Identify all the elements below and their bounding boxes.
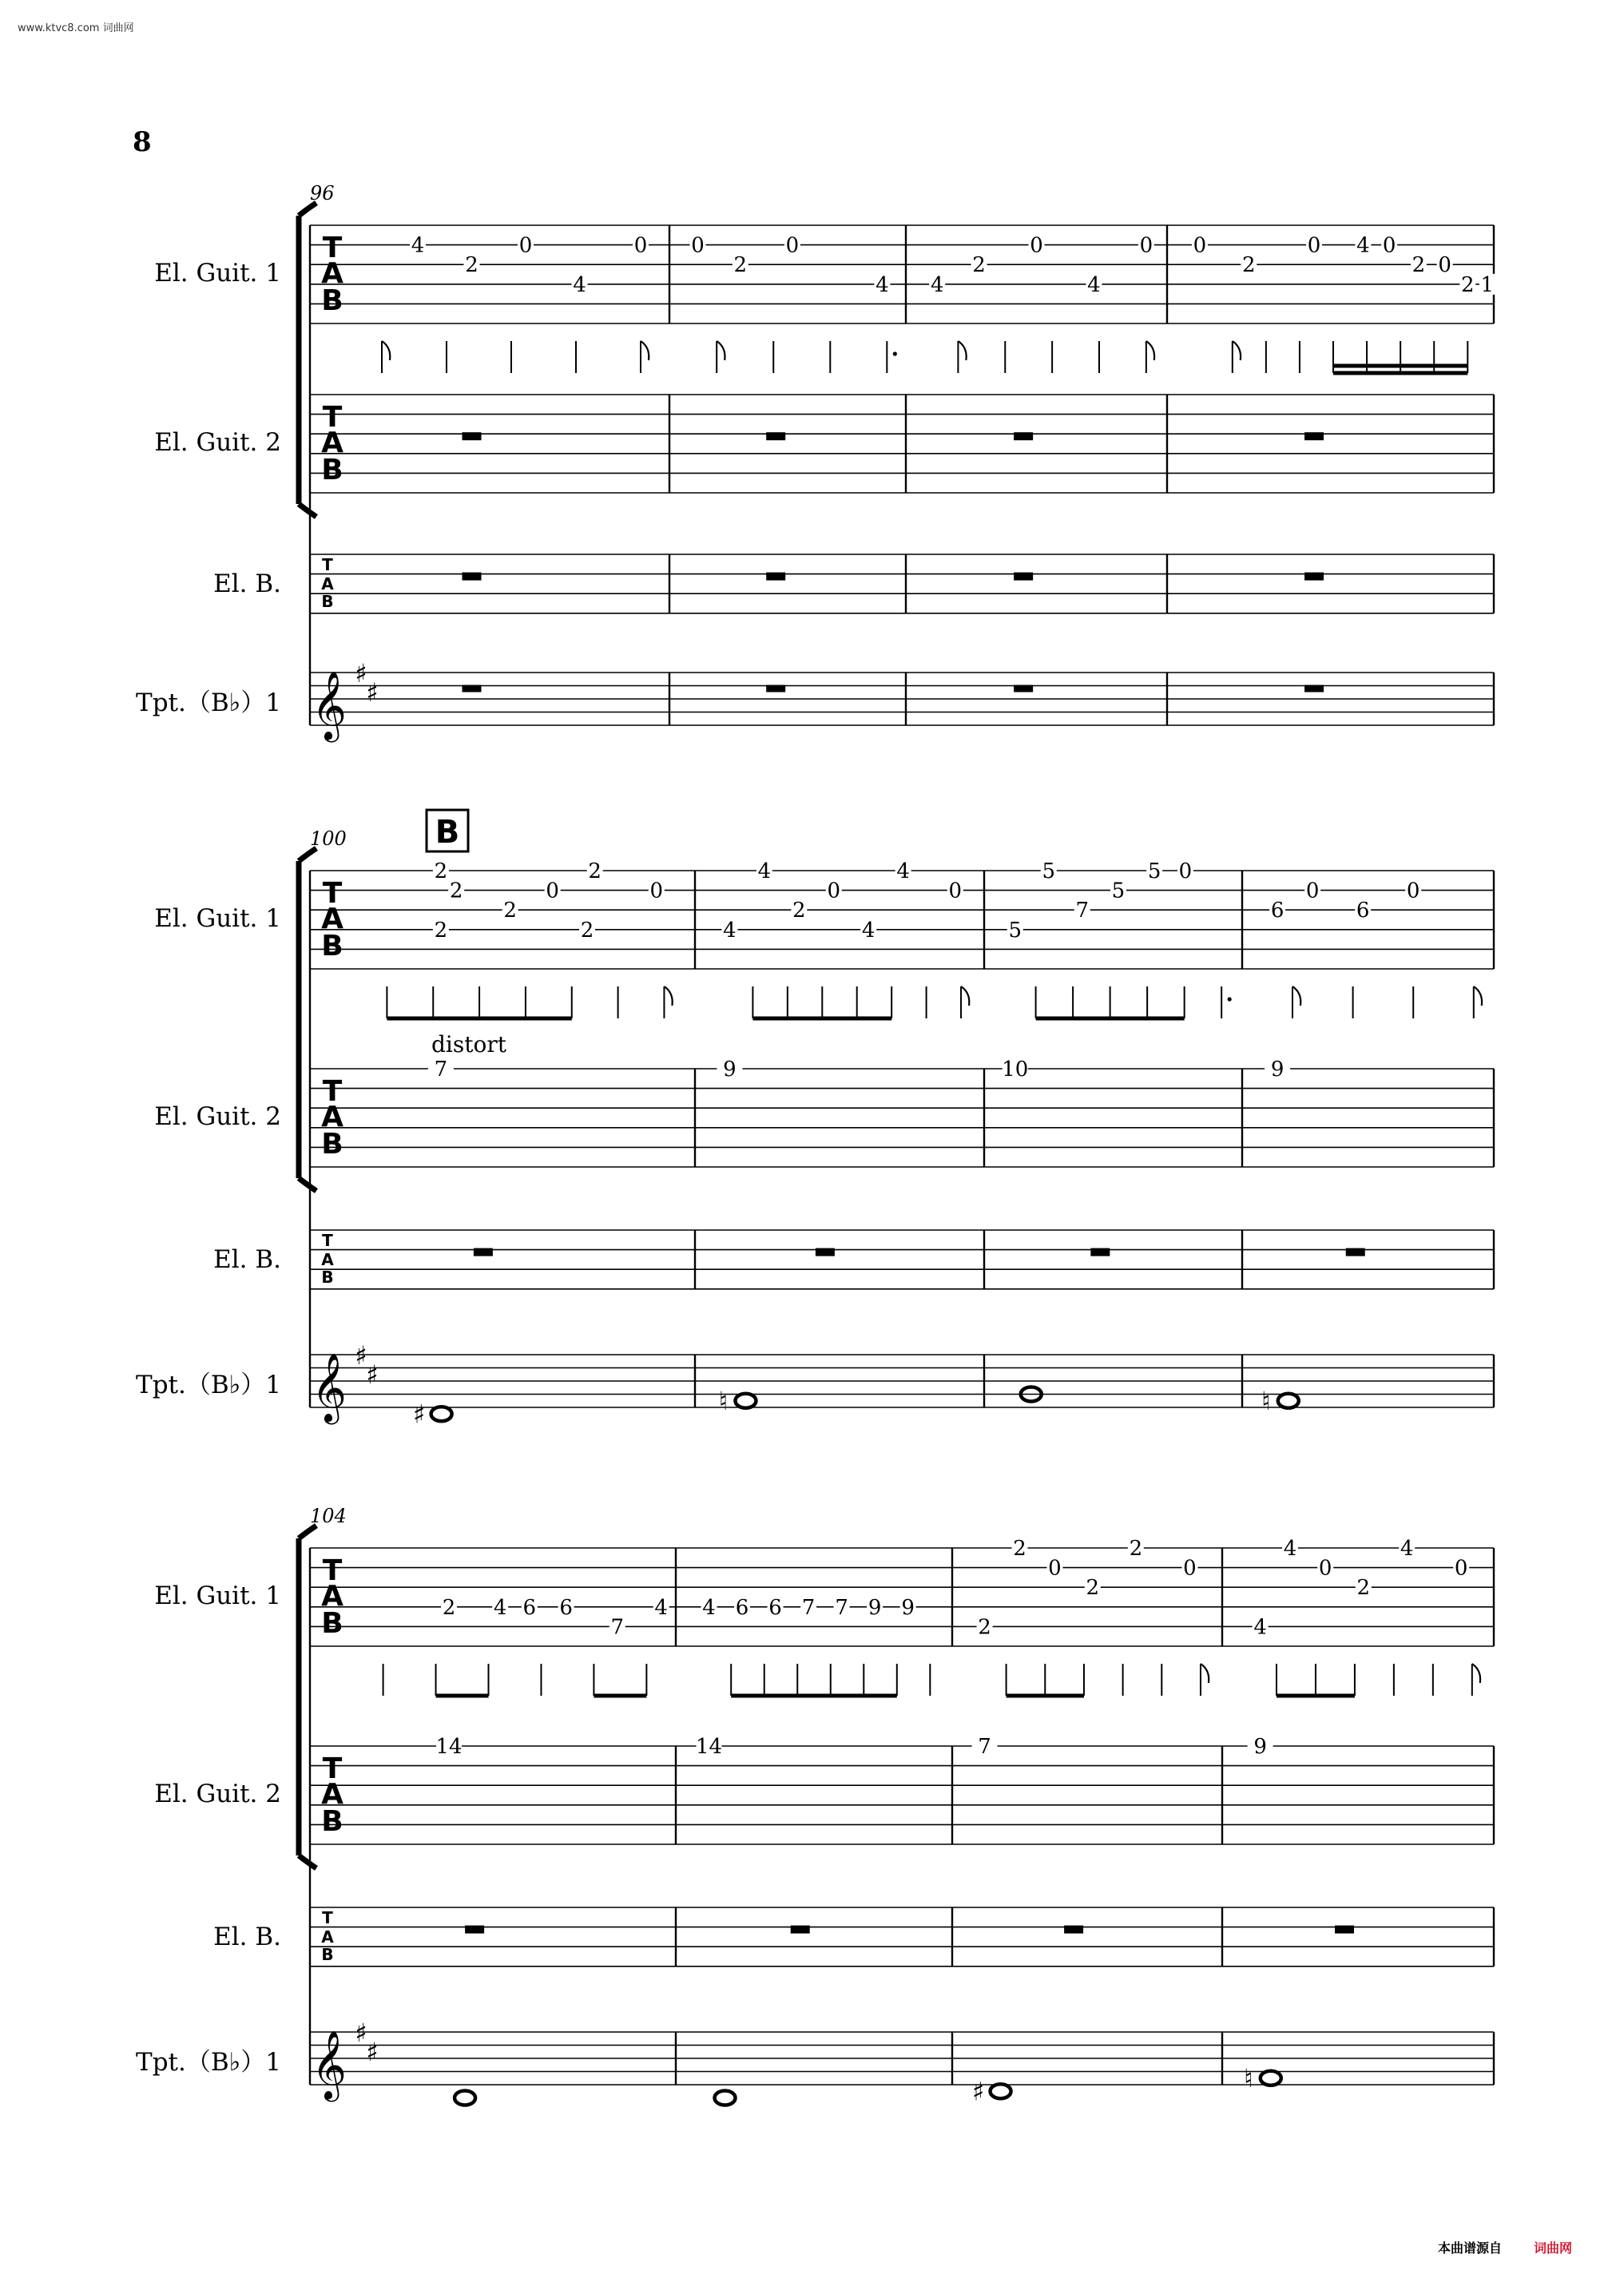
- guitar1-fret-number: 2: [580, 918, 594, 943]
- accidental: ♮: [1244, 2062, 1253, 2093]
- guitar1-fret-number: 0: [518, 233, 533, 258]
- page-number: 8: [133, 126, 152, 158]
- whole-rest: [463, 432, 482, 440]
- guitar1-fret-number: 2: [1129, 1537, 1143, 1561]
- bass-tab-label-t: T: [322, 555, 333, 574]
- guitar1-fret-number: 2: [1412, 253, 1426, 278]
- whole-rest: [1014, 432, 1033, 440]
- guitar-bracket: [299, 1526, 316, 1868]
- bass-tab-label-a: A: [321, 1250, 334, 1269]
- guitar1-fret-number: 4: [1400, 1537, 1414, 1561]
- eighth-flag: [717, 341, 725, 360]
- guitar1-fret-number: 4: [573, 272, 586, 297]
- guitar2-fret-number: 9: [1270, 1058, 1285, 1081]
- guitar1-fret-number: 0: [1305, 879, 1320, 903]
- whole-note: [431, 1407, 452, 1421]
- guitar1-fret-number: 7: [835, 1595, 848, 1620]
- whole-note: [1261, 2071, 1281, 2086]
- guitar1-fret-number: 4: [876, 272, 889, 297]
- tab-label-t: T: [322, 232, 343, 264]
- accidental: ♯: [412, 1399, 426, 1430]
- instrument-name-bass: El. B.: [213, 570, 281, 598]
- bass-tab-label-a: A: [321, 574, 334, 593]
- tab-label-b: B: [321, 284, 343, 317]
- measure-number: 96: [310, 182, 335, 204]
- measure-number: 104: [310, 1505, 347, 1527]
- trumpet-staff: [310, 2032, 1494, 2085]
- whole-rest: [1014, 573, 1033, 581]
- instrument-name-guitar1: El. Guit. 1: [154, 259, 281, 288]
- tab-label-a: A: [321, 903, 343, 935]
- instrument-name-guitar1: El. Guit. 1: [154, 904, 281, 933]
- instrument-name-trumpet: Tpt.（B♭）1: [136, 689, 281, 717]
- guitar1-fret-number: 4: [654, 1595, 668, 1620]
- key-sharp-c: ♯: [366, 1359, 379, 1390]
- whole-note: [715, 2091, 736, 2105]
- guitar1-fret-number: 2: [733, 253, 748, 278]
- guitar1-fret-number: 4: [702, 1595, 716, 1620]
- tab-label-a: A: [321, 257, 343, 290]
- guitar1-fret-number: 7: [610, 1615, 624, 1640]
- guitar2-tab-staff: [310, 1746, 1494, 1844]
- guitar1-fret-number: 0: [1406, 879, 1420, 903]
- guitar1-fret-number: 2: [972, 253, 986, 278]
- guitar1-fret-number: 2: [449, 879, 463, 903]
- guitar1-fret-number: 2: [434, 918, 448, 943]
- guitar1-fret-number: 4: [1253, 1615, 1267, 1640]
- guitar1-fret-number: 2: [1241, 253, 1256, 278]
- guitar1-fret-number: 7: [801, 1595, 816, 1620]
- bass-tab-label-b: B: [321, 1268, 334, 1287]
- tab-label-b: B: [321, 1607, 343, 1640]
- whole-rest: [1304, 573, 1324, 581]
- guitar1-fret-number: 4: [1356, 233, 1370, 258]
- instrument-name-trumpet: Tpt.（B♭）1: [136, 1371, 281, 1399]
- guitar-bracket: [299, 203, 316, 517]
- guitar1-fret-number: 4: [723, 918, 737, 943]
- instrument-name-trumpet: Tpt.（B♭）1: [136, 2048, 281, 2077]
- key-sharp-f: ♯: [355, 658, 367, 689]
- guitar2-fret-number: 14: [695, 1735, 723, 1759]
- whole-note: [735, 1394, 756, 1408]
- tab-label-a: A: [321, 1580, 343, 1613]
- guitar1-fret-number: 2: [1013, 1537, 1026, 1561]
- eighth-flag: [641, 341, 649, 360]
- whole-rest: [1346, 1248, 1365, 1256]
- treble-clef-icon: 𝄞: [312, 2030, 347, 2099]
- tab-label-t: T: [322, 877, 343, 910]
- guitar1-fret-number: 4: [930, 272, 944, 297]
- tab-label-b: B: [321, 930, 343, 962]
- tab-label-t: T: [322, 401, 343, 434]
- bass-tab-staff: [310, 1230, 1494, 1289]
- guitar1-fret-number: 0: [1307, 233, 1321, 258]
- instrument-name-guitar1: El. Guit. 1: [154, 1582, 281, 1610]
- guitar1-fret-number: 1: [1480, 272, 1495, 297]
- bass-tab-staff: [310, 554, 1494, 613]
- eighth-flag: [961, 986, 969, 1006]
- guitar1-fret-number: 5: [1111, 879, 1126, 903]
- guitar1-fret-number: 2: [792, 899, 806, 923]
- guitar1-fret-number: 6: [559, 1595, 573, 1620]
- guitar2-fret-number: 9: [1253, 1735, 1267, 1759]
- guitar1-fret-number: 7: [1075, 899, 1090, 923]
- measure-number: 100: [310, 827, 347, 850]
- whole-rest: [1014, 685, 1033, 693]
- guitar1-fret-number: 4: [861, 918, 876, 943]
- guitar1-fret-number: 4: [1087, 272, 1101, 297]
- eighth-flag: [1233, 341, 1241, 360]
- guitar1-fret-number: 2: [1461, 272, 1475, 297]
- footer-brand: 词曲网: [1534, 2240, 1573, 2256]
- footer-source-text: 本曲谱源自: [1438, 2240, 1503, 2256]
- guitar-bracket: [299, 848, 316, 1191]
- guitar1-fret-number: 0: [1139, 233, 1153, 258]
- guitar1-fret-number: 2: [465, 253, 478, 278]
- tab-label-b: B: [321, 1128, 343, 1161]
- bass-tab-label-t: T: [322, 1231, 333, 1250]
- guitar1-fret-number: 0: [1318, 1556, 1332, 1581]
- key-sharp-f: ♯: [355, 1340, 367, 1371]
- tab-label-b: B: [321, 1805, 343, 1838]
- guitar2-tab-staff: [310, 395, 1494, 493]
- guitar1-fret-number: 4: [411, 233, 425, 258]
- guitar1-fret-number: 4: [896, 859, 910, 883]
- instrument-name-guitar2: El. Guit. 2: [154, 1780, 281, 1808]
- guitar1-fret-number: 0: [1382, 233, 1396, 258]
- eighth-flag: [1472, 1664, 1480, 1683]
- guitar1-fret-number: 0: [785, 233, 800, 258]
- guitar1-fret-number: 2: [588, 859, 602, 883]
- tab-label-a: A: [321, 1101, 343, 1133]
- tab-label-a: A: [321, 427, 343, 459]
- instrument-name-guitar2: El. Guit. 2: [154, 1102, 281, 1131]
- tab-label-a: A: [321, 1778, 343, 1811]
- whole-note: [1278, 1394, 1299, 1408]
- guitar1-fret-number: 6: [1356, 899, 1370, 923]
- bass-tab-label-a: A: [321, 1927, 334, 1947]
- trumpet-staff: [310, 673, 1494, 725]
- guitar1-fret-number: 0: [649, 879, 664, 903]
- whole-rest: [1304, 685, 1324, 693]
- guitar1-fret-number: 0: [1454, 1556, 1468, 1581]
- eighth-flag: [382, 341, 390, 360]
- guitar1-fret-number: 0: [1193, 233, 1207, 258]
- guitar1-fret-number: 0: [691, 233, 705, 258]
- eighth-flag: [1292, 986, 1300, 1006]
- key-sharp-f: ♯: [355, 2018, 367, 2048]
- whole-rest: [463, 685, 482, 693]
- guitar1-fret-number: 0: [1183, 1556, 1197, 1581]
- guitar1-fret-number: 0: [1178, 859, 1193, 883]
- whole-rest: [463, 573, 482, 581]
- guitar1-fret-number: 0: [546, 879, 559, 903]
- tab-label-t: T: [322, 1752, 343, 1785]
- rhythm-dot: [1228, 997, 1232, 1001]
- guitar1-fret-number: 5: [1042, 859, 1056, 883]
- guitar1-fret-number: 2: [1356, 1576, 1371, 1601]
- whole-rest: [1064, 1926, 1083, 1934]
- instrument-name-guitar2: El. Guit. 2: [154, 428, 281, 457]
- rhythm-dot: [893, 351, 897, 355]
- guitar1-fret-number: 2: [434, 859, 448, 883]
- accidental: ♮: [718, 1385, 729, 1416]
- guitar1-fret-number: 9: [868, 1595, 882, 1620]
- eighth-flag: [1474, 986, 1482, 1006]
- expression-text: distort: [431, 1031, 506, 1058]
- eighth-flag: [958, 341, 966, 360]
- tab-label-t: T: [322, 1554, 343, 1587]
- whole-rest: [816, 1248, 835, 1256]
- instrument-name-bass: El. B.: [213, 1245, 281, 1274]
- key-sharp-c: ♯: [366, 2037, 379, 2067]
- site-header: www.ktvc8.com 词曲网: [18, 22, 134, 34]
- guitar2-fret-number: 14: [435, 1735, 463, 1759]
- guitar1-fret-number: 0: [633, 233, 648, 258]
- tab-label-b: B: [321, 454, 343, 486]
- whole-rest: [1090, 1248, 1110, 1256]
- treble-clef-icon: 𝄞: [312, 671, 347, 740]
- guitar1-fret-number: 2: [442, 1595, 456, 1620]
- guitar1-fret-number: 0: [948, 879, 963, 903]
- guitar1-fret-number: 2: [978, 1615, 991, 1640]
- whole-note: [991, 2084, 1011, 2098]
- whole-rest: [1335, 1926, 1354, 1934]
- whole-rest: [474, 1248, 493, 1256]
- bass-tab-label-b: B: [321, 592, 334, 611]
- accidental: ♯: [971, 2076, 985, 2107]
- whole-rest: [766, 573, 785, 581]
- guitar2-fret-number: 7: [434, 1058, 448, 1081]
- guitar1-fret-number: 0: [1030, 233, 1043, 258]
- guitar1-fret-number: 2: [1086, 1576, 1100, 1601]
- guitar1-fret-number: 0: [827, 879, 841, 903]
- whole-rest: [791, 1926, 810, 1934]
- bass-tab-staff: [310, 1907, 1494, 1966]
- bass-tab-label-b: B: [321, 1945, 334, 1964]
- guitar1-fret-number: 6: [522, 1595, 537, 1620]
- eighth-flag: [664, 986, 672, 1006]
- guitar2-tab-staff: [310, 1069, 1494, 1167]
- guitar1-fret-number: 6: [1270, 899, 1285, 923]
- guitar1-fret-number: 0: [1048, 1556, 1062, 1581]
- whole-rest: [1304, 432, 1324, 440]
- guitar1-fret-number: 2: [503, 899, 517, 923]
- guitar1-fret-number: 5: [1147, 859, 1161, 883]
- guitar2-fret-number: 10: [1002, 1058, 1029, 1081]
- guitar1-fret-number: 4: [1283, 1537, 1297, 1561]
- guitar1-fret-number: 9: [901, 1595, 915, 1620]
- whole-rest: [465, 1926, 484, 1934]
- eighth-flag: [1201, 1664, 1209, 1683]
- whole-note: [455, 2091, 475, 2105]
- guitar1-fret-number: 0: [1438, 253, 1451, 278]
- guitar1-fret-number: 4: [757, 859, 772, 883]
- guitar2-fret-number: 9: [723, 1058, 737, 1081]
- guitar1-fret-number: 5: [1008, 918, 1022, 943]
- guitar1-fret-number: 4: [493, 1595, 507, 1620]
- treble-clef-icon: 𝄞: [312, 1353, 347, 1422]
- guitar1-fret-number: 6: [768, 1595, 782, 1620]
- eighth-flag: [1146, 341, 1154, 360]
- tab-label-t: T: [322, 1075, 343, 1108]
- instrument-name-bass: El. B.: [213, 1923, 281, 1951]
- whole-rest: [766, 685, 785, 693]
- accidental: ♮: [1261, 1385, 1271, 1416]
- bass-tab-label-t: T: [322, 1908, 333, 1927]
- trumpet-staff: [310, 1355, 1494, 1407]
- guitar1-fret-number: 6: [735, 1595, 749, 1620]
- whole-rest: [766, 432, 785, 440]
- key-sharp-c: ♯: [366, 677, 379, 708]
- rehearsal-mark: B: [435, 814, 460, 851]
- guitar2-fret-number: 7: [978, 1735, 991, 1759]
